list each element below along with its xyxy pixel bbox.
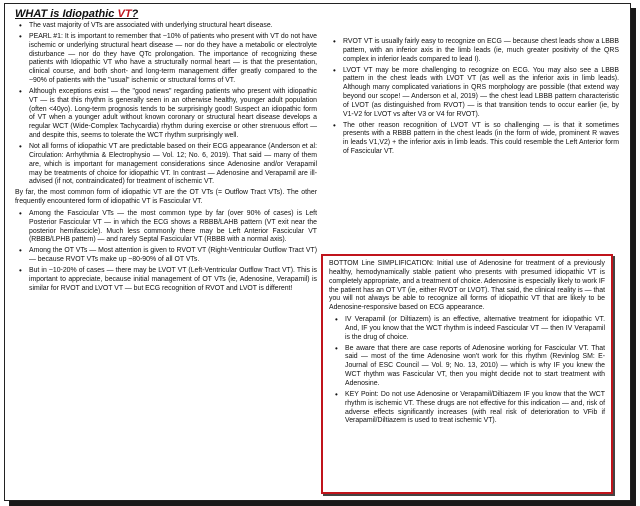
box-intro: BOTTOM Line SIMPLIFICATION: Initial use of Adenosine for treatment of a previously healthy, hemodynamically stable patient who presents with presumed idiopathic VT is completely appropriate, and a treatment of choice. Adenosine is especially likely to work IF the patient has an OT VT (ie, either RVOT or LVOT). That said, the clinical reality is — that you will not always be able to recognize all forms of idiopathic VT that are likely to be Adenosine-responsive based on ECG appearance.	[329, 260, 605, 312]
document-page	[4, 3, 631, 501]
title-italic: Idiopathic	[62, 8, 115, 20]
list-item: • Although exceptions exist — the "good news" regarding patients who present with idiopathic VT — is that this rhythm is generally seen in an otherwise healthy, younger adult population (often <40yo). Long-term prognosis tends to be surprisingly good! Suspect an idiopathic form of VT when a younger adult without known coronary or structural heart disease develops a regular WCT (Wide-Complex Tachycardia) rhythm during exercise or other strenuous effort — and despite this, seems to tolerate the WCT rhythm surprisingly well.	[29, 88, 317, 141]
title-prefix: WHAT is	[15, 8, 63, 20]
box-bullet-list	[329, 316, 605, 426]
list-item: • Not all forms of idiopathic VT are predictable based on their ECG appearance (Anderson et al: Circulation: Arrhythmia & Electrophysio — Vol. 12; No. 6, 2019). That said — many of them are, which is important for management considerations since Adenosine and/or Verapamil may be treatments of choice for idiopathic VT. In contrast — Adenosine and Verapamil are ill-advised (if not, contraindicated) for treatment of ischemic VT.	[29, 143, 317, 187]
list-item: • RVOT VT is usually fairly easy to recognize on ECG — because chest leads show a LBBB pattern, with an inferior axis in the limb leads (ie, much greater positivity of the QRS complex in inferior leads compared to lead I).	[343, 38, 619, 65]
title-suffix: ?	[131, 8, 139, 20]
list-item: • Be aware that there are case reports of Adenosine working for Fascicular VT. That said — most of the time Adenosine won't work for this rhythm (Revinlog SM: E-Journal of ESC Council — Vol. 9; No. 13, 2010) — which is why IF you knew the WCT rhythm was Fascicular VT, then you might decide not to start treatment with Adenosine.	[345, 345, 605, 389]
right-bullet-list	[329, 38, 619, 157]
list-item: • But in ~10-20% of cases — there may be LVOT VT (Left-Ventricular Outflow Tract VT). This is important to appreciate, because initial management of OT VTs (ie, Adenosine, Verapamil) is similar for RVOT and LVOT VT — but ECG recognition of RVOT and LVOT is different!	[29, 267, 317, 294]
list-item: • The other reason recognition of LVOT VT is so challenging — is that it sometimes presents with a RBBB pattern in the chest leads (in the form of wide, prominent R waves in leads V1,V2) + the inferior axis in limb leads. This could resemble the Left Anterior form of Fascicular VT.	[343, 122, 619, 157]
right-column	[329, 38, 619, 159]
ot-vt-paragraph: By far, the most common form of idiopathic VT are the OT VTs (= Outflow Tract VTs). The other frequently encountered form of idiopathic VT is Fascicular VT.	[15, 189, 317, 206]
list-item: • Among the Fascicular VTs — the most common type by far (over 90% of cases) is Left Posterior Fascicular VT — in which the ECG shows a RBBB/LAHB pattern (VT exit near the posterior hemifascicle). Much less commonly there may be Left Anterior Fascicular VT (RBBB/LPHB pattern) — and rarely Septal Fascicular VT (RBBB with a normal axis).	[29, 210, 317, 245]
left-column	[15, 8, 317, 295]
left-bullet-list-2	[15, 210, 317, 294]
page-title	[15, 8, 317, 21]
list-item: • IV Verapamil (or Diltiazem) is an effective, alternative treatment for idiopathic VT. And, IF you know that the WCT rhythm is indeed Fascicular VT — then IV Verapamil is the drug of choice.	[345, 316, 605, 343]
title-vt: VT	[117, 8, 132, 20]
list-item: • LVOT VT may be more challenging to recognize on ECG. You may also see a LBBB pattern in the chest leads with LVOT VT (as well as the inferior axis in limb leads). Although many complicated variations in QRS morphology are possible (that extend way beyond our scope! — Anderson et al, 2019) — the chest lead LBBB pattern characteristic of LVOT (as distinguished from RVOT) — is that transition tends to occur earlier (ie, by V1-V2 for LVOT vs after V3 or V4 for RVOT).	[343, 67, 619, 120]
list-item: • PEARL #1: It is important to remember that ~10% of patients who present with VT do not have ischemic or underlying structural heart disease — nor do they have a metabolic or electrolyte disturbance — nor do they have QTc prolongation. The importance of recognizing these patients with Idiopathic VT who have a structurally normal heart — is that the presentation, clinical course, and both short- and long-term management differ greatly compared to the ~90% of patients with the "usual" ischemic or structural forms of VT.	[29, 33, 317, 86]
bottom-line-box	[321, 254, 613, 494]
left-bullet-list	[15, 22, 317, 187]
list-item: • The vast majority of VTs are associated with underlying structural heart disease.	[29, 22, 317, 31]
list-item: • KEY Point: Do not use Adenosine or Verapamil/Diltiazem IF you know that the WCT rhythm is ischemic VT. These drugs are not effective for this indication — and, risk of adverse effects significantly increases (with real risk of deterioration to VFib if Verapamil/Diltiazem is used to treat ischemic VT).	[345, 391, 605, 426]
list-item: • Among the OT VTs — Most attention is given to RVOT VT (Right-Ventricular Outflow Tract VT) — because RVOT VTs make up ~80-90% of all OT VTs.	[29, 247, 317, 265]
